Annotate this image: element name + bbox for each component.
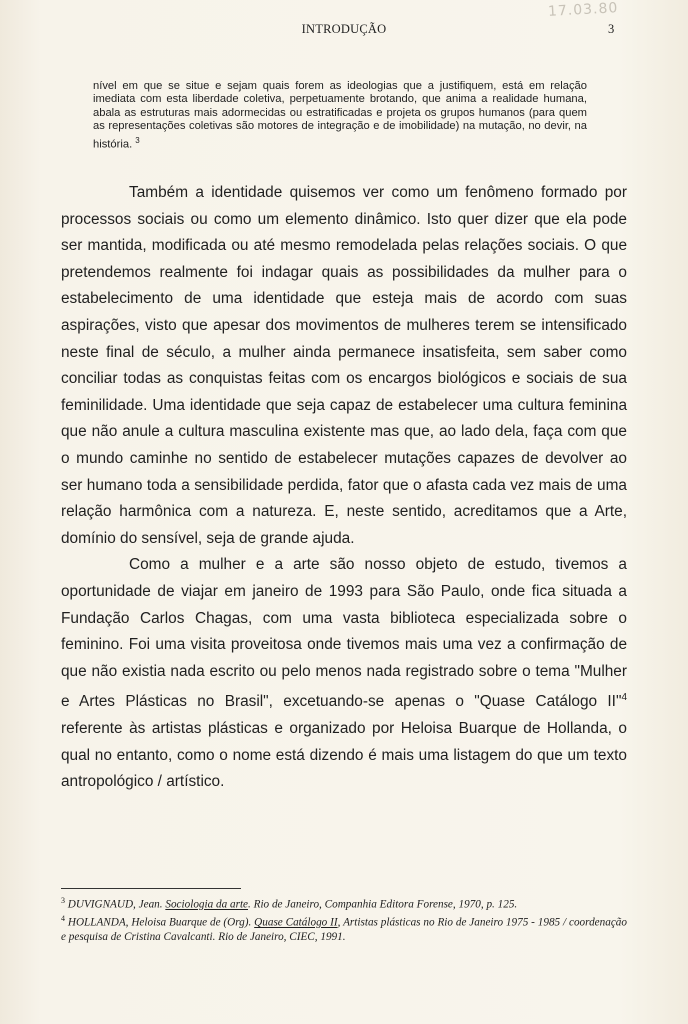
block-quote [93, 80, 587, 152]
footnotes [61, 894, 627, 944]
page-number: 3 [608, 22, 615, 36]
footnote-4 [61, 912, 627, 944]
footnote-divider [61, 888, 241, 889]
footnote-3 [61, 894, 627, 912]
handwritten-mark: 17.03.80 [547, 0, 619, 20]
paragraph-identity: Também a identidade quisemos ver como um fenômeno formado por processos sociais ou como um elemento dinâmico. Isto quer dizer que ela pode ser mantida, modificada ou até mesmo remodelada pelas relações sociais. O que pretendemos realmente foi indagar quais as possibilidades da mulher para o estabelecimento de uma identidade que esteja mais de acordo com suas aspirações, visto que apesar dos movimentos de mulheres terem se intensificado neste final de século, a mulher ainda permanece insatisfeita, sem saber como conciliar todas as conquistas feitas com os encargos biológicos e sociais de sua feminilidade. Uma identidade que seja capaz de estabelecer uma cultura feminina que não anule a cultura masculina existente mas que, ao lado dela, faça com que o mundo caminhe no sentido de estabelecer mutações capazes de devolver ao ser humano toda a sensibilidade perdida, fator que o afasta cada vez mais de uma relação harmônica com a natureza. E, neste sentido, acreditamos que a Arte, domínio do sensível, seja de grande ajuda. [61, 184, 627, 547]
paragraph-research-trip-part1: Como a mulher e a arte são nosso objeto de estudo, tivemos a oportunidade de viajar em janeiro de 1993 para São Paulo, onde fica situada a Fundação Carlos Chagas, com uma vasta biblioteca especializada sobre o feminino. Foi uma visita proveitosa onde tivemos mais uma vez a confirmação de que não existia nada escrito ou pelo menos nada registrado sobre o tema "Mulher e Artes Plásticas no Brasil", excetuando-se apenas o "Quase Catálogo II" [61, 556, 627, 711]
footnote-title: Quase Catálogo II [254, 917, 338, 930]
footnote-publication: . Rio de Janeiro, Companhia Editora Forense, 1970, p. 125. [248, 898, 518, 911]
footnote-author: HOLLANDA, Heloisa Buarque de (Org). [65, 917, 255, 930]
footnote-title: Sociologia da arte [165, 898, 249, 911]
quote-text: nível em que se situe e sejam quais forem as ideologias que a justifiquem, está em relação imediata com esta liberdade coletiva, perpetuamente brotando, que anima a realidade humana, abala as estruturas mais adormecidas ou estratificadas e projeta os grupos humanos (para quem as representações coletivas são motores de integração e de imobilidade) na mutação, no devir, na história. [93, 80, 587, 151]
footnote-number: 4 [61, 914, 65, 924]
footnote-ref-3: 3 [135, 135, 140, 145]
footnote-publication: , Artistas plásticas no Rio de Janeiro 1975 - 1985 / coordenação e pesquisa de Cristina Cavalcanti. Rio de Janeiro, CIEC, 1991. [61, 917, 627, 943]
running-header: INTRODUÇÃO [301, 22, 387, 36]
footnote-number: 3 [61, 896, 65, 905]
paragraph-research-trip [61, 552, 627, 795]
footnote-ref-4: 4 [621, 692, 627, 704]
body-text [61, 180, 627, 796]
footnote-author: DUVIGNAUD, Jean. [65, 898, 166, 911]
paragraph-research-trip-part2: referente às artistas plásticas e organizado por Heloisa Buarque de Hollanda, o qual no entanto, como o nome está dizendo é mais uma listagem do que um texto antropológico / artístico. [61, 720, 627, 791]
